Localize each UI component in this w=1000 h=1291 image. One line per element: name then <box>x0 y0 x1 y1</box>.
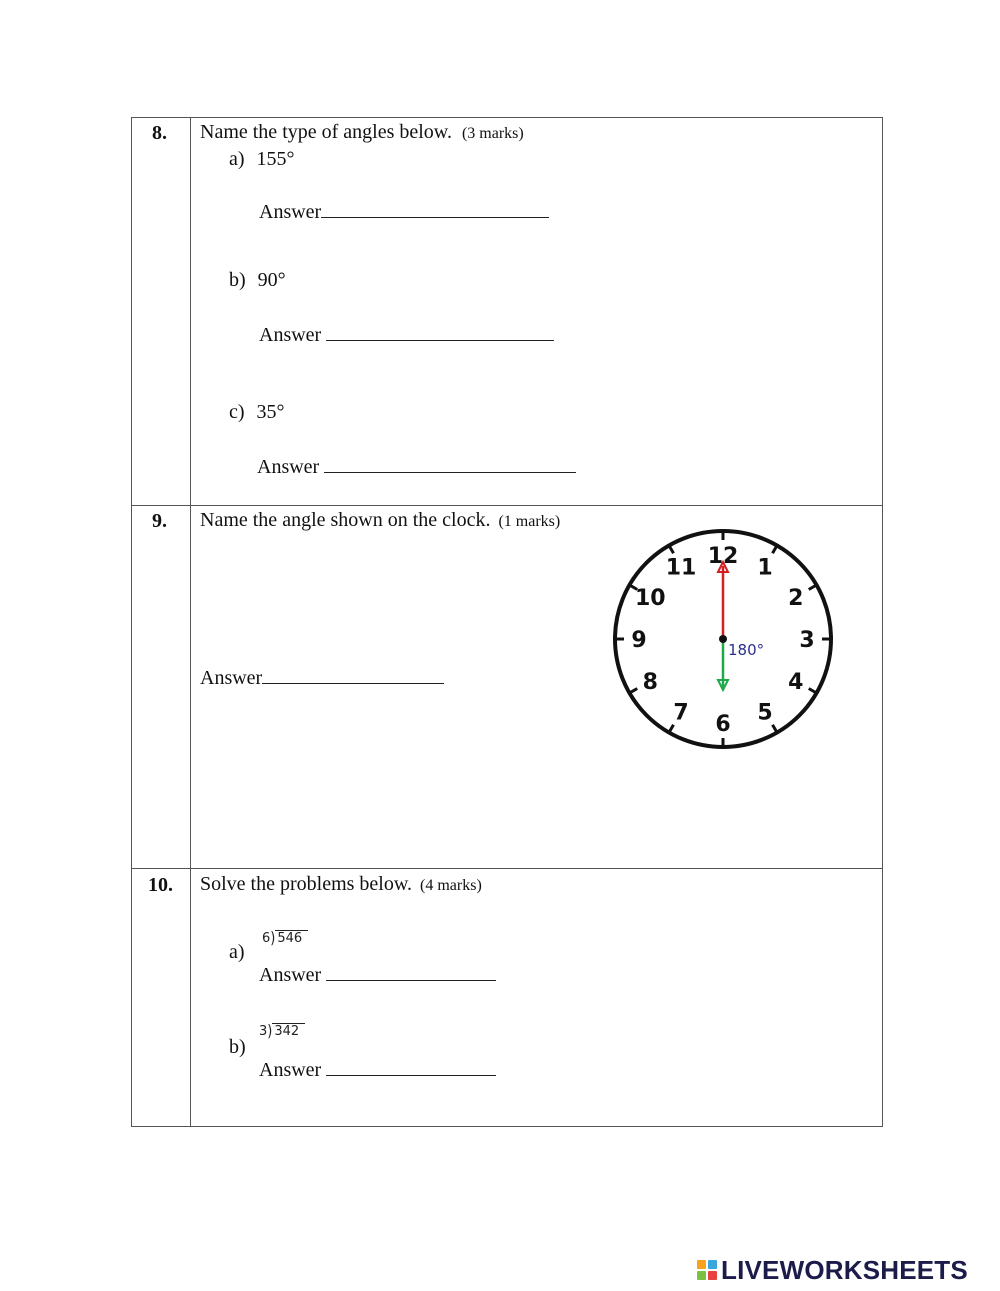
answer-10a-row <box>259 962 496 987</box>
question-8c <box>229 401 285 424</box>
question-9-marks: (1 marks) <box>498 513 561 530</box>
question-8-prompt <box>200 121 524 144</box>
clock-number: 8 <box>642 670 658 695</box>
answer-label: Answer <box>200 667 263 689</box>
row-divider-9-10 <box>132 868 882 869</box>
question-10-text: Solve the problems below. <box>200 873 413 895</box>
clock-number: 12 <box>707 544 739 569</box>
logo-block <box>697 1271 706 1280</box>
clock-number: 5 <box>757 700 773 726</box>
row-divider-8-9 <box>132 505 882 506</box>
question-8-number: 8. <box>152 122 167 144</box>
question-8a <box>229 148 295 171</box>
clock-center-dot <box>719 635 727 643</box>
answer-10a-blank[interactable] <box>326 962 496 981</box>
question-9-text: Name the angle shown on the clock. <box>200 509 491 531</box>
clock-number: 10 <box>634 586 666 611</box>
answer-9-blank[interactable] <box>262 665 444 684</box>
answer-label: Answer <box>259 1059 322 1081</box>
answer-label: Answer <box>259 201 322 223</box>
logo-block <box>697 1260 706 1269</box>
clock-number: 4 <box>788 670 804 695</box>
dividend: 546 <box>275 930 308 946</box>
clock-number: 2 <box>788 586 804 611</box>
clock-number: 1 <box>757 555 773 581</box>
answer-8b-blank[interactable] <box>326 322 554 341</box>
number-column-divider <box>190 118 191 1126</box>
division-bracket-icon: ) <box>270 929 276 948</box>
question-9-number: 9. <box>152 510 167 532</box>
part-label: c) <box>229 401 245 423</box>
angle-value: 35° <box>256 401 285 423</box>
divisor: 3 <box>259 1024 268 1039</box>
answer-8c-row <box>257 454 576 479</box>
logo-block <box>708 1260 717 1269</box>
angle-value: 90° <box>257 269 286 291</box>
answer-8a-blank[interactable] <box>321 199 549 218</box>
question-10-prompt <box>200 873 482 896</box>
division-problem-a <box>262 931 308 946</box>
angle-value: 155° <box>256 148 295 170</box>
clock-number: 9 <box>631 628 647 653</box>
question-8-text: Name the type of angles below. <box>200 121 452 143</box>
logo-blocks-icon <box>697 1260 717 1280</box>
question-10-marks: (4 marks) <box>420 877 482 894</box>
division-bracket-icon: ) <box>267 1022 273 1041</box>
clock-number: 7 <box>673 700 689 726</box>
clock-number: 6 <box>715 712 731 737</box>
clock-number: 11 <box>665 555 697 581</box>
question-9-prompt <box>200 509 560 532</box>
answer-10b-row <box>259 1057 496 1082</box>
answer-10b-blank[interactable] <box>326 1057 496 1076</box>
answer-9-row <box>200 665 444 690</box>
division-problem-b <box>259 1024 305 1039</box>
logo-block <box>708 1271 717 1280</box>
question-table <box>131 117 883 1127</box>
question-10-number: 10. <box>148 874 173 896</box>
answer-8a-row <box>259 199 549 224</box>
question-10b-label: b) <box>229 1036 246 1058</box>
answer-label: Answer <box>257 456 320 478</box>
dividend: 342 <box>272 1023 305 1039</box>
liveworksheets-logo <box>697 1255 968 1285</box>
answer-8c-blank[interactable] <box>324 454 576 473</box>
answer-label: Answer <box>259 964 322 986</box>
question-10a-label: a) <box>229 941 245 963</box>
answer-label: Answer <box>259 324 322 346</box>
question-8b <box>229 269 286 292</box>
clock-figure <box>612 528 834 750</box>
logo-text: LIVEWORKSHEETS <box>721 1254 968 1285</box>
answer-8b-row <box>259 322 554 347</box>
part-label: a) <box>229 148 245 170</box>
question-8-marks: (3 marks) <box>461 125 524 142</box>
angle-label: 180° <box>728 641 765 659</box>
part-label: b) <box>229 269 246 291</box>
clock-number: 3 <box>799 628 815 653</box>
divisor: 6 <box>262 931 271 946</box>
